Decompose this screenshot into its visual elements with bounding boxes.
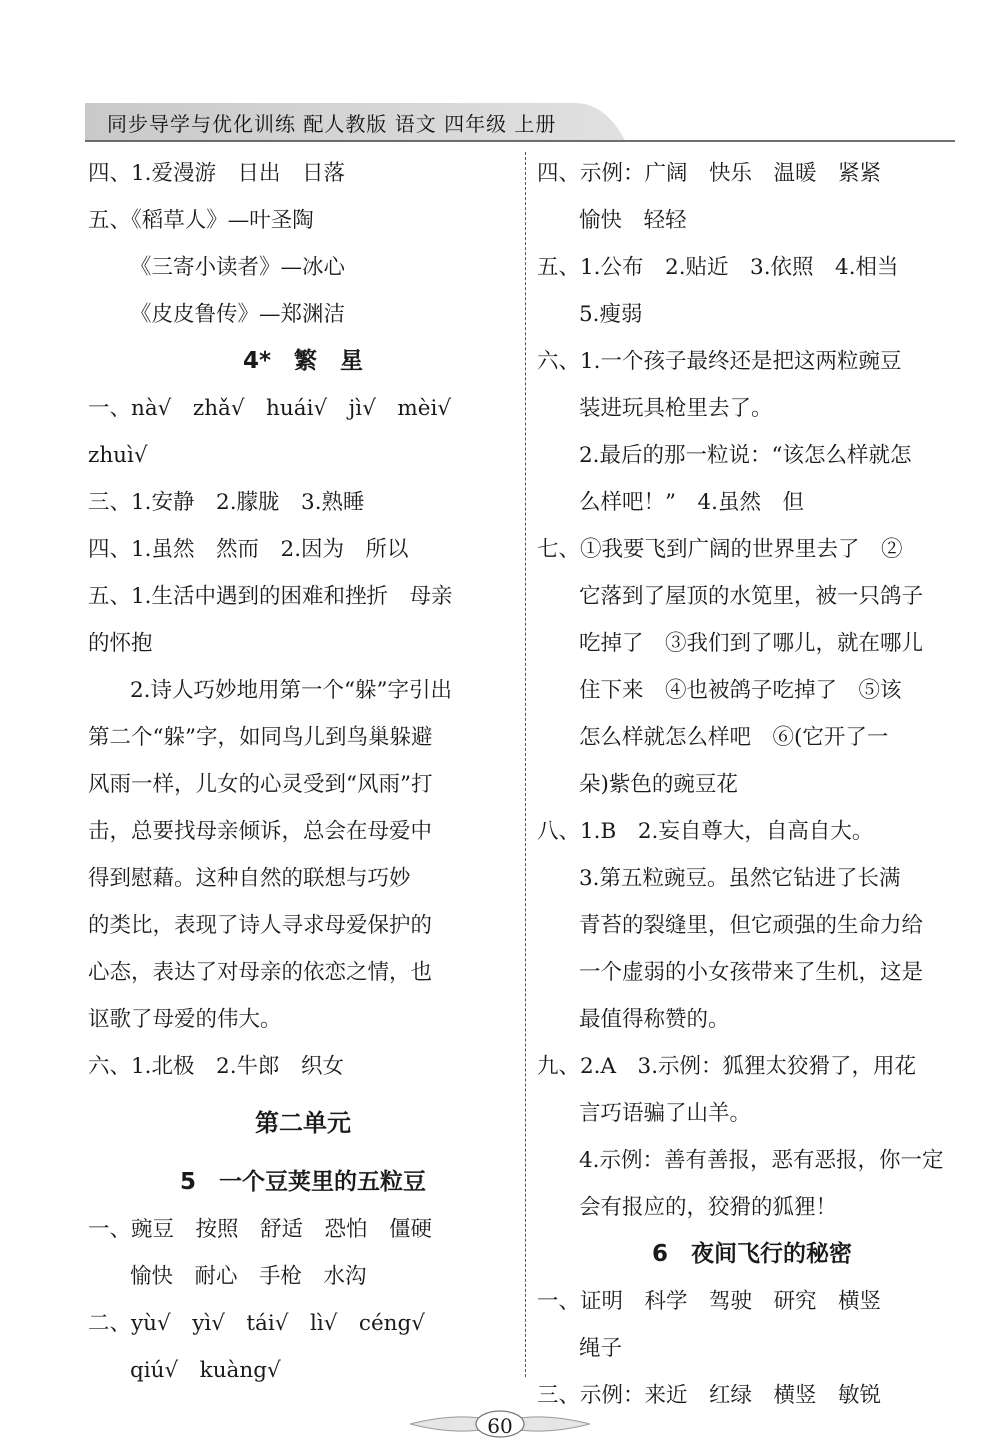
answer-line: 一、证明 科学 驾驶 研究 横竖	[537, 1289, 882, 1314]
answer-line: 言巧语骗了山羊。	[579, 1101, 752, 1126]
answer-line: 五、《稻草人》—叶圣陶	[88, 208, 314, 233]
answer-line: 第二个“躲”字，如同鸟儿到鸟巢躲避	[88, 725, 433, 750]
answer-line: 八、1.B 2.妄自尊大，自高自大。	[537, 819, 874, 844]
answer-line: 四、1.虽然 然而 2.因为 所以	[88, 537, 409, 562]
answer-line: 五、1.公布 2.贴近 3.依照 4.相当	[537, 255, 899, 280]
answer-line: 最值得称赞的。	[579, 1007, 730, 1032]
answer-line: 一个虚弱的小女孩带来了生机，这是	[579, 960, 924, 985]
answer-line: 的怀抱	[88, 631, 153, 656]
answer-line: 四、示例：广阔 快乐 温暖 紧紧	[537, 161, 882, 186]
answer-line: 青苔的裂缝里，但它顽强的生命力给	[579, 913, 924, 938]
answer-line: 的类比，表现了诗人寻求母爱保护的	[88, 913, 433, 938]
answer-line: 4.示例：善有善报，恶有恶报，你一定	[579, 1148, 944, 1173]
section-heading: 5 一个豆荚里的五粒豆	[179, 1169, 426, 1195]
section-heading: 6 夜间飞行的秘密	[651, 1241, 852, 1267]
answer-line: 愉快 轻轻	[579, 208, 687, 233]
answer-line: 九、2.A 3.示例：狐狸太狡猾了，用花	[537, 1054, 917, 1079]
answer-line: 三、示例：来近 红绿 横竖 敏锐	[537, 1383, 882, 1408]
answer-line: 三、1.安静 2.朦胧 3.熟睡	[88, 490, 365, 515]
answer-line: 心态，表达了对母亲的依恋之情，也	[88, 960, 433, 985]
answer-line: 讴歌了母爱的伟大。	[88, 1007, 282, 1032]
left-column	[88, 150, 518, 1394]
answer-line: 风雨一样，儿女的心灵受到“风雨”打	[88, 772, 433, 797]
answer-line: 2.诗人巧妙地用第一个“躲”字引出	[130, 678, 452, 703]
answer-line: 《皮皮鲁传》—郑渊洁	[130, 302, 346, 327]
unit-heading: 第二单元	[255, 1109, 351, 1137]
section-heading: 4* 繁 星	[242, 348, 364, 374]
header-title: 同步导学与优化训练 配人教版 语文 四年级 上册	[107, 112, 557, 136]
answer-line: 么样吧！” 4.虽然 但	[579, 490, 805, 515]
answer-line: 愉快 耐心 手枪 水沟	[130, 1264, 367, 1289]
answer-line: 会有报应的，狡猾的狐狸！	[579, 1195, 838, 1220]
answer-line: 击，总要找母亲倾诉，总会在母爱中	[88, 819, 433, 844]
answer-line: zhuì√	[88, 443, 148, 468]
answer-line: 六、1.北极 2.牛郎 织女	[88, 1054, 345, 1079]
answer-line: 四、1.爱漫游 日出 日落	[88, 161, 346, 186]
answer-line: 朵)紫色的豌豆花	[579, 772, 738, 797]
column-divider	[525, 152, 526, 1377]
answer-line: 一、nà√ zhǎ√ huái√ jì√ mèi√	[88, 396, 452, 421]
answer-line: 绳子	[579, 1336, 623, 1361]
right-column	[537, 150, 967, 1419]
page-number: 60	[487, 1414, 513, 1438]
answer-line: 《三寄小读者》—冰心	[130, 255, 346, 280]
answer-line: 六、1.一个孩子最终还是把这两粒豌豆	[537, 349, 902, 374]
answer-line: 3.第五粒豌豆。虽然它钻进了长满	[579, 866, 901, 891]
answer-line: qiú√ kuàng√	[130, 1358, 281, 1383]
answer-line: 装进玩具枪里去了。	[579, 396, 773, 421]
answer-line: 怎么样就怎么样吧 ⑥(它开了一	[579, 725, 889, 750]
answer-line: 五、1.生活中遇到的困难和挫折 母亲	[88, 584, 453, 609]
header-banner	[85, 100, 955, 142]
answer-line: 2.最后的那一粒说：“该怎么样就怎	[579, 443, 912, 468]
answer-line: 吃掉了 ③我们到了哪儿，就在哪儿	[579, 631, 924, 656]
answer-line: 一、豌豆 按照 舒适 恐怕 僵硬	[88, 1217, 433, 1242]
answer-line: 七、①我要飞到广阔的世界里去了 ②	[537, 537, 903, 562]
answer-line: 5.瘦弱	[579, 302, 643, 327]
answer-line: 住下来 ④也被鸽子吃掉了 ⑤该	[579, 678, 902, 703]
answer-line: 二、yù√ yì√ tái√ lì√ céng√	[88, 1311, 425, 1336]
answer-line: 得到慰藉。这种自然的联想与巧妙	[88, 866, 411, 891]
answer-line: 它落到了屋顶的水笕里，被一只鸽子	[579, 584, 924, 609]
